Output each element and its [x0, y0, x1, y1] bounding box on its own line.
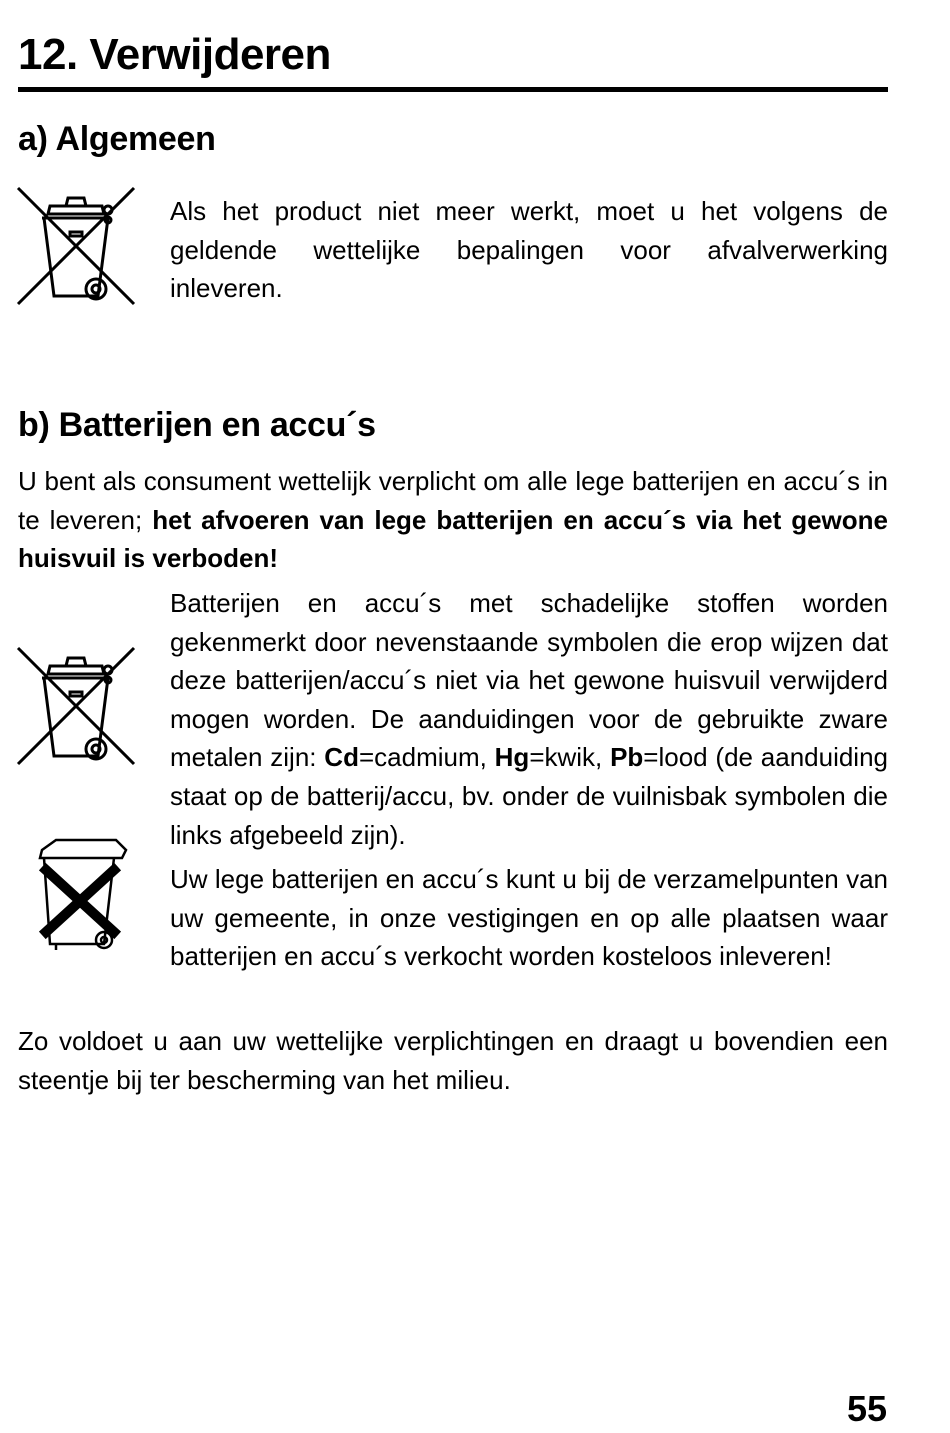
heavy-metals-text: Batterijen en accu´s met schadelijke stoffen worden gekenmerkt door nevenstaande symbolen die erop wijzen dat deze batterijen/accu´s niet via het gewone huisvuil verwijderd mogen worden. De aanduidingen voor de gebruikte zware metalen zijn:: [170, 588, 888, 773]
section-b-closing: Zo voldoet u aan uw wettelijke verplichtingen en draagt u bovendien een steentje bij ter bescherming van het milieu.: [18, 1026, 888, 1095]
page-title: 12. Verwijderen: [18, 30, 331, 79]
section-b-collection: Uw lege batterijen en accu´s kunt u bij de verzamelpunten van uw gemeente, in onze vestigingen en op alle plaatsen waar batterijen en accu´s verkocht worden kosteloos inleveren!: [170, 864, 888, 972]
section-b-heavy-metals: [170, 584, 888, 854]
section-b-intro: [18, 462, 888, 578]
hg-text: =kwik,: [529, 742, 611, 773]
crossed-out-bin-icon: [16, 186, 136, 306]
intro-bold-warning: het afvoeren van lege batterijen en accu´s via het gewone huisvuil is verboden!: [18, 504, 889, 574]
section-a-text: Als het product niet meer werkt, moet u het volgens de geldende wettelijke bepalingen voor afvalverwerking inleveren.: [170, 196, 888, 304]
cd-text: =cadmium,: [358, 742, 495, 773]
cd-symbol: Cd: [324, 742, 359, 773]
pb-text: =lood (de aanduiding staat op de batterij/accu, bv. onder de vuilnisbak symbolen die links afgebeeld zijn).: [170, 742, 889, 850]
section-b-heading: b) Batterijen en accu´s: [18, 406, 376, 444]
title-divider: [18, 87, 888, 92]
pb-symbol: Pb: [610, 742, 644, 773]
section-a-heading: a) Algemeen: [18, 120, 216, 158]
page-number: 55: [847, 1388, 888, 1429]
intro-text: U bent als consument wettelijk verplicht om alle lege batterijen en accu´s in te leveren;: [18, 466, 888, 535]
crossed-out-bin-bold-icon: [34, 836, 130, 952]
hg-symbol: Hg: [494, 742, 530, 773]
crossed-out-bin-icon: [16, 646, 136, 766]
